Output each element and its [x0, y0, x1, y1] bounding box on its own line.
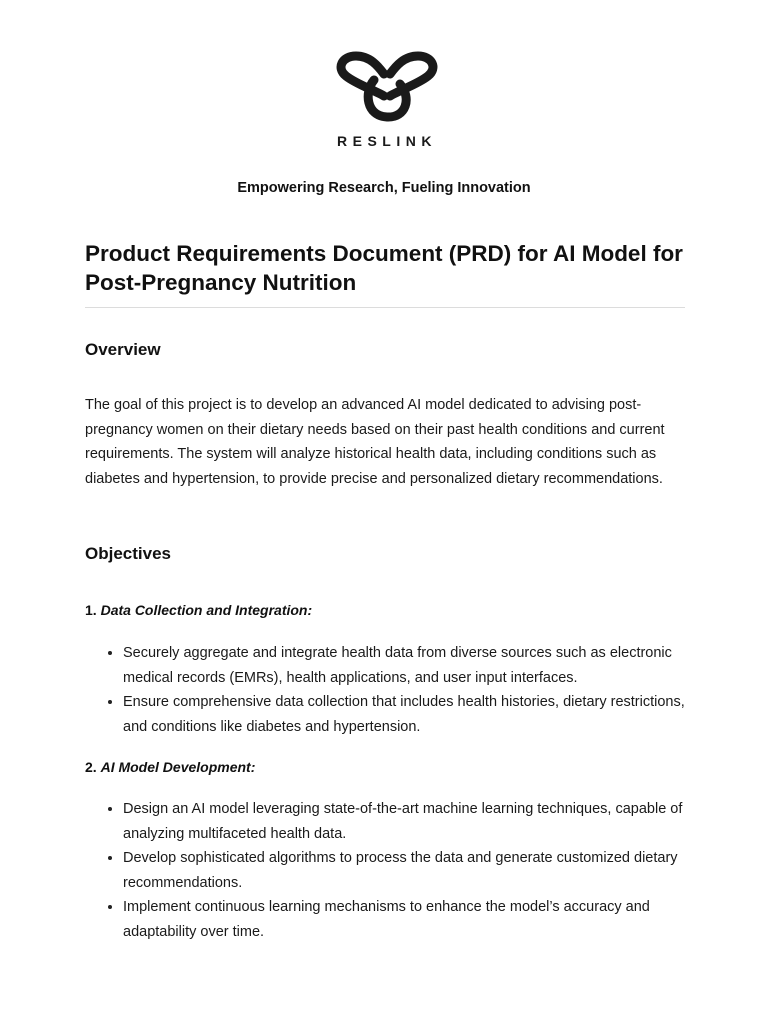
reslink-heart-loop-icon: [334, 50, 440, 124]
overview-paragraph: The goal of this project is to develop an advanced AI model dedicated to advising post-pregnancy women on their dietary needs based on their past health conditions and current requirements. The system will analyze historical health data, including conditions such as diabetes and hypertension, to provide precise and personalized dietary recommendations.: [85, 397, 665, 487]
list-item: Securely aggregate and integrate health data from diverse sources such as electronic medical records (EMRs), health applications, and user input interfaces.: [123, 641, 685, 690]
objective-1-number: 1.: [85, 602, 97, 618]
tagline: Empowering Research, Fueling Innovation: [237, 180, 531, 196]
objective-1-bullets: [85, 641, 685, 739]
list-item: Develop sophisticated algorithms to process the data and generate customized dietary recommendations.: [123, 846, 685, 895]
document-title: Product Requirements Document (PRD) for AI Model for Post-Pregnancy Nutrition: [85, 241, 683, 295]
objective-1-title: Data Collection and Integration:: [100, 602, 313, 618]
overview-heading: Overview: [85, 340, 161, 359]
objective-2-heading: [85, 759, 255, 775]
objectives-heading: Objectives: [85, 544, 171, 563]
objective-1-heading: [85, 602, 312, 618]
objective-2-number: 2.: [85, 759, 97, 775]
list-item: Implement continuous learning mechanisms to enhance the model’s accuracy and adaptability over time.: [123, 895, 685, 944]
objective-2-title: AI Model Development:: [100, 759, 256, 775]
objective-2-bullets: [85, 797, 685, 944]
title-divider: [85, 307, 685, 308]
brand-name: RESLINK: [337, 133, 437, 149]
list-item: Ensure comprehensive data collection that includes health histories, dietary restrictions, and conditions like diabetes and hypertension.: [123, 690, 685, 739]
list-item: Design an AI model leveraging state-of-the-art machine learning techniques, capable of analyzing multifaceted health data.: [123, 797, 685, 846]
